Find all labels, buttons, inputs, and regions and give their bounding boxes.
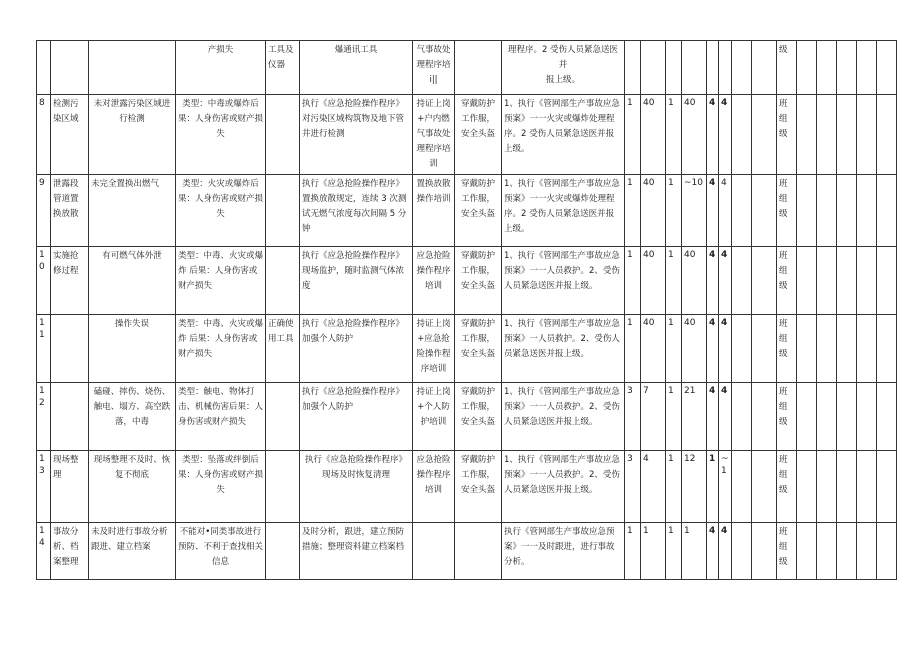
cell-level: 级 [777, 41, 797, 95]
cell-E: 1 [641, 523, 666, 580]
cell-emergency: 1、执行《管网部生产事故应急预案》一一人员救护。2、受伤人员紧急送医并报上级。 [502, 451, 625, 523]
cell-C: 1 [666, 523, 682, 580]
cell-step [51, 315, 89, 383]
cell-D: ~10 [682, 175, 707, 247]
cell-engineering: 执行《应急抢险操作程序》现场及时恢复清理 [300, 451, 413, 523]
cell-D: 40 [682, 95, 707, 175]
cell-emergency: 1、执行《管网部生产事故应急预案》一一人员救护。2、受伤人员紧急送医并报上级。 [502, 383, 625, 451]
cell-E: 4 [641, 451, 666, 523]
table-row [37, 523, 897, 580]
cell-consequence: 不能对•同类事故进行预防、不利于查找相关信息 [176, 523, 266, 580]
cell-consequence: 类型：坠落或绊倒后果：人身伤害或财产损失 [176, 451, 266, 523]
cell-ppe: 穿戴防护工作服，安全头盔 [455, 315, 502, 383]
cell-R: 1 [707, 451, 719, 523]
cell-D: 12 [682, 451, 707, 523]
cell-level: 班组级 [777, 451, 797, 523]
cell-no: 13 [37, 451, 51, 523]
cell-training: 持证上岗+户内燃气事故处理程序培训 [413, 95, 455, 175]
risk-assessment-table [36, 40, 876, 580]
cell-C: 1 [666, 247, 682, 315]
cell-L: 1 [625, 315, 641, 383]
cell-consequence: 类型：中毒、火灾或爆炸 后果：人身伤害或财产损失 [176, 315, 266, 383]
cell-ppe: 穿戴防护工作服，安全头盔 [455, 451, 502, 523]
cell-tools [266, 383, 300, 451]
cell-R2: 4 [719, 95, 732, 175]
cell-no: 9 [37, 175, 51, 247]
cell-level: 班组级 [777, 175, 797, 247]
cell-tools [266, 175, 300, 247]
cell-training: 应急抢险操作程序培训 [413, 247, 455, 315]
cell-emergency: 1、执行《管网部生产事故应急预案》一一人员救护。2、受伤人员紧急送医并报上级。 [502, 247, 625, 315]
cell-training: 气事故处理程序培 i|| [413, 41, 455, 95]
cell-step: 现场整理 [51, 451, 89, 523]
cell-step: 事故分析、档案整理 [51, 523, 89, 580]
cell-tools [266, 451, 300, 523]
cell-engineering: 执行《应急抢险操作程序》现场监护，随时监测气体浓度 [300, 247, 413, 315]
cell-C: 1 [666, 383, 682, 451]
cell-hazard: 有可燃气体外泄 [89, 247, 176, 315]
cell-C: 1 [666, 315, 682, 383]
cell-engineering: 及时分析，跟进，建立预防措施；整理资料建立档案档 [300, 523, 413, 580]
table-row-header [37, 41, 897, 95]
table-row [37, 247, 897, 315]
cell-no [37, 41, 51, 95]
cell-R: 4 [707, 383, 719, 451]
cell-tools [266, 247, 300, 315]
cell-no: 10 [37, 247, 51, 315]
cell-level: 班组级 [777, 523, 797, 580]
cell-R2: 4 [719, 247, 732, 315]
cell-D: 21 [682, 383, 707, 451]
cell-hazard [89, 41, 176, 95]
cell-level: 班组级 [777, 383, 797, 451]
cell-no: 11 [37, 315, 51, 383]
cell-ppe: 穿戴防护工作服，安全头盔 [455, 247, 502, 315]
cell-D: 1 [682, 523, 707, 580]
cell-L: 3 [625, 383, 641, 451]
cell-L: 1 [625, 523, 641, 580]
cell-emergency: 1、执行《管网部生产事故应急预案》一一火灾或爆炸处理程序。2 受伤人员紧急送医并报上级。 [502, 175, 625, 247]
cell-no: 12 [37, 383, 51, 451]
cell-L: 1 [625, 95, 641, 175]
table-row [37, 95, 897, 175]
cell-level: 班组级 [777, 95, 797, 175]
cell-C: 1 [666, 175, 682, 247]
cell-consequence: 类型：中毒或爆炸后果：人身伤害或财产损失 [176, 95, 266, 175]
cell-emergency: 执行《管网部生产事故应急预案》一一及时跟进，进行事故分析。 [502, 523, 625, 580]
cell-no: 14 [37, 523, 51, 580]
cell-engineering: 执行《应急抢险操作程序》置换放散规定，连续 3 次测试无燃气浓度每次间隔 5 分钟 [300, 175, 413, 247]
cell-engineering: 执行《应急抢险操作程序》加强个人防护 [300, 383, 413, 451]
table-row [37, 315, 897, 383]
cell-R: 4 [707, 175, 719, 247]
cell-L: 3 [625, 451, 641, 523]
cell-step: 泄露段管道置换放散 [51, 175, 89, 247]
cell-R: 4 [707, 523, 719, 580]
cell-R: 4 [707, 315, 719, 383]
cell-R2: 4 [719, 523, 732, 580]
cell-consequence: 类型：中毒、火灾或爆炸 后果：人身伤害或财产损失 [176, 247, 266, 315]
cell-E: 7 [641, 383, 666, 451]
table-row [37, 451, 897, 523]
cell-E: 40 [641, 175, 666, 247]
cell-R: 4 [707, 247, 719, 315]
cell-C: 1 [666, 451, 682, 523]
cell-E: 40 [641, 315, 666, 383]
cell-tools: 正确使用工具 [266, 315, 300, 383]
cell-R: 4 [707, 95, 719, 175]
cell-tools [266, 95, 300, 175]
cell-training: 持证上岗+应急抢险操作程序培训 [413, 315, 455, 383]
cell-ppe: 穿戴防护工作服，安全头盔 [455, 95, 502, 175]
cell-ppe [455, 523, 502, 580]
cell-R2: 4 [719, 315, 732, 383]
cell-R2: 4 [719, 383, 732, 451]
cell-consequence: 类型：火灾或爆炸后果：人身伤害或财产损失 [176, 175, 266, 247]
cell-emergency: 理程序。2 受伤人员紧急送医并 报上级。 [502, 41, 625, 95]
cell-ppe: 穿戴防护工作服，安全头盔 [455, 175, 502, 247]
cell-ppe [455, 41, 502, 95]
table-row [37, 175, 897, 247]
cell-step: 检测污染区域 [51, 95, 89, 175]
cell-E: 40 [641, 95, 666, 175]
cell-consequence: 类型：触电、物体打击、机械伤害后果：人身伤害或财产损失 [176, 383, 266, 451]
cell-tools: 工具及仪器 [266, 41, 300, 95]
cell-step [51, 41, 89, 95]
cell-L: 1 [625, 175, 641, 247]
cell-L: 1 [625, 247, 641, 315]
cell-training [413, 523, 455, 580]
cell-training: 持证上岗+个人防护培训 [413, 383, 455, 451]
cell-hazard: 未对泄露污染区域进行检测 [89, 95, 176, 175]
cell-hazard: 未完全置换出燃气 [89, 175, 176, 247]
cell-training: 置换放散操作培训 [413, 175, 455, 247]
cell-step: 实施抢修过程 [51, 247, 89, 315]
cell-level: 班组级 [777, 315, 797, 383]
cell-hazard: 现场整理不及时、恢复不彻底 [89, 451, 176, 523]
table-row [37, 383, 897, 451]
cell-engineering: 执行《应急抢险操作程序》加强个人防护 [300, 315, 413, 383]
cell-consequence: 产损失 [176, 41, 266, 95]
cell-C: 1 [666, 95, 682, 175]
cell-E: 40 [641, 247, 666, 315]
cell-engineering: 爆通讯工具 [300, 41, 413, 95]
cell-engineering: 执行《应急抢险操作程序》对污染区域构筑物及地下管井进行检测 [300, 95, 413, 175]
cell-level: 班组级 [777, 247, 797, 315]
cell-emergency: 1、执行《管网部生产事故应急预案》一一火灾或爆炸处理程序。2 受伤人员紧急送医并报上级。 [502, 95, 625, 175]
cell-D: 40 [682, 247, 707, 315]
cell-R2: 4 [719, 175, 732, 247]
cell-hazard: 未及时进行事故分析跟进、建立档案 [89, 523, 176, 580]
cell-hazard: 磕碰、摔伤、烧伤、触电、塌方、高空跌落，中毒 [89, 383, 176, 451]
cell-ppe: 穿戴防护工作服，安全头盔 [455, 383, 502, 451]
cell-emergency: 1、执行《管网部生产事故应急预案》一人员救护。2、受伤人员紧急送医并报上级。 [502, 315, 625, 383]
cell-tools [266, 523, 300, 580]
cell-hazard: 操作失误 [89, 315, 176, 383]
cell-step [51, 383, 89, 451]
cell-no: 8 [37, 95, 51, 175]
cell-D: 40 [682, 315, 707, 383]
cell-R2: ~1 [719, 451, 732, 523]
cell-training: 应急抢险操作程序培训 [413, 451, 455, 523]
